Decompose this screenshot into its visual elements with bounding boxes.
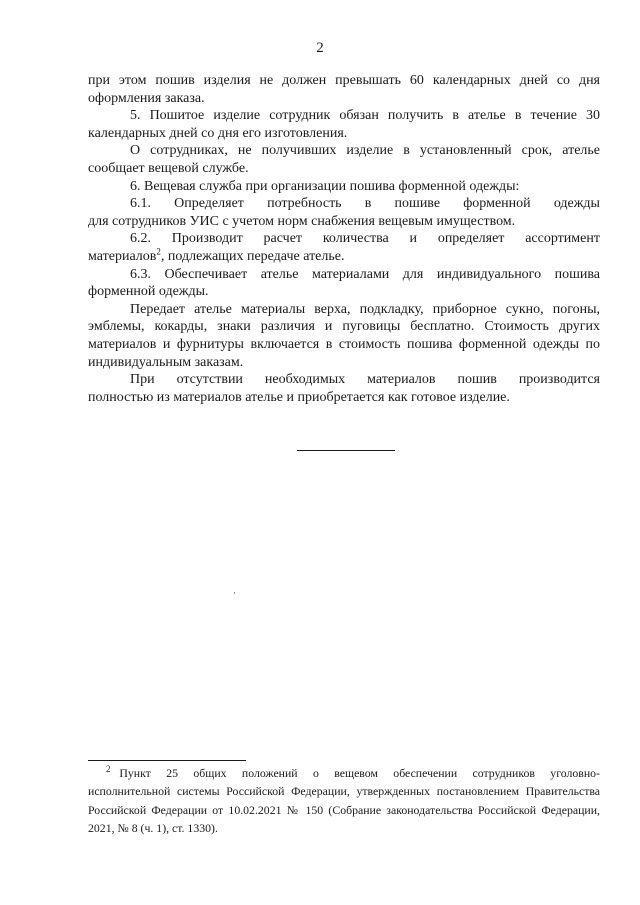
paragraph-item-5: 5. Пошитое изделие сотрудник обязан получить в ателье в течение 30 календарных дней со дня его изготовления. bbox=[88, 108, 600, 141]
word: о bbox=[312, 766, 319, 780]
word: потребность bbox=[267, 196, 342, 212]
paragraph-item-6-2-rest bbox=[88, 248, 600, 266]
footnote-line1 bbox=[88, 764, 600, 782]
word: общих bbox=[193, 766, 227, 780]
body-text bbox=[88, 72, 600, 406]
paragraph-item-6-3: 6.3. Обеспечивает ателье материалами для индивидуального пошива форменной одежды. bbox=[88, 266, 600, 300]
footnote bbox=[88, 764, 600, 837]
paragraph-item-6-1-line1 bbox=[88, 195, 600, 213]
word: ассортимент bbox=[525, 231, 600, 247]
word: вещевом bbox=[334, 766, 378, 780]
word: положений bbox=[241, 766, 298, 780]
word: пошив bbox=[457, 372, 497, 388]
word: пошиве bbox=[394, 196, 441, 212]
paragraph-item-6-1-rest: для сотрудников УИС с учетом норм снабжения вещевым имуществом. bbox=[88, 213, 516, 229]
word: форменной bbox=[463, 196, 531, 212]
word: количества bbox=[322, 231, 389, 247]
paragraph-continuation: при этом пошив изделия не должен превышать 60 календарных дней со дня оформления заказа. bbox=[88, 73, 600, 106]
word: 6.2. bbox=[130, 231, 151, 247]
paragraph-item-6: 6. Вещевая служба при организации пошива форменной одежды: bbox=[130, 178, 520, 194]
word: расчет bbox=[263, 231, 303, 247]
word: При bbox=[130, 372, 155, 388]
word: 6.1. bbox=[130, 196, 151, 212]
word: и bbox=[409, 231, 418, 247]
page-number: 2 bbox=[316, 40, 324, 56]
text-fragment: , подлежащих передаче ателье. bbox=[160, 248, 345, 264]
word: производится bbox=[518, 372, 600, 388]
end-separator-line bbox=[297, 450, 395, 451]
word: Пункт bbox=[119, 766, 151, 780]
scan-speck bbox=[234, 592, 235, 594]
footnote-marker: 2 bbox=[106, 764, 111, 775]
word: Определяет bbox=[174, 196, 244, 212]
word: материалов bbox=[367, 372, 436, 388]
word: определяет bbox=[437, 231, 505, 247]
word: Производит bbox=[171, 231, 243, 247]
footnote-separator-line bbox=[88, 760, 246, 761]
footnote-reference: 2 bbox=[156, 246, 161, 257]
word: обеспечении bbox=[393, 766, 458, 780]
paragraph-notification: О сотрудниках, не получивших изделие в установленный срок, ателье сообщает вещевой службе. bbox=[88, 143, 600, 176]
word: 25 bbox=[166, 766, 178, 780]
word: отсутствии bbox=[176, 372, 243, 388]
word: одежды bbox=[553, 196, 600, 212]
word: необходимых bbox=[264, 372, 346, 388]
paragraph-absence-line1 bbox=[88, 371, 600, 389]
text-fragment: материалов bbox=[88, 248, 157, 264]
paragraph-materials-transfer: Передает ателье материалы верха, подкладку, приборное сукно, погоны, эмблемы, кокарды, знаки различия и пуговицы бесплатно. Стоимость других материалов и фурнитуры включается в стоимость пошива форменной одежды по индивидуальным заказам. bbox=[88, 301, 600, 370]
word: сотрудников bbox=[472, 766, 535, 780]
word: в bbox=[364, 196, 372, 212]
footnote-first-word bbox=[106, 764, 151, 782]
paragraph-absence-rest: полностью из материалов ателье и приобретается как готовое изделие. bbox=[88, 389, 510, 405]
word: уголовно- bbox=[550, 766, 600, 780]
paragraph-item-6-2-line1 bbox=[88, 230, 600, 248]
footnote-rest: исполнительной системы Российской Федерации, утвержденных постановлением Правительства Российской Федерации от 10.02.2021 № 150 (Собрание законодательства Российской Федерации, 2021, № 8 (ч. 1), ст. 1330). bbox=[88, 784, 600, 835]
